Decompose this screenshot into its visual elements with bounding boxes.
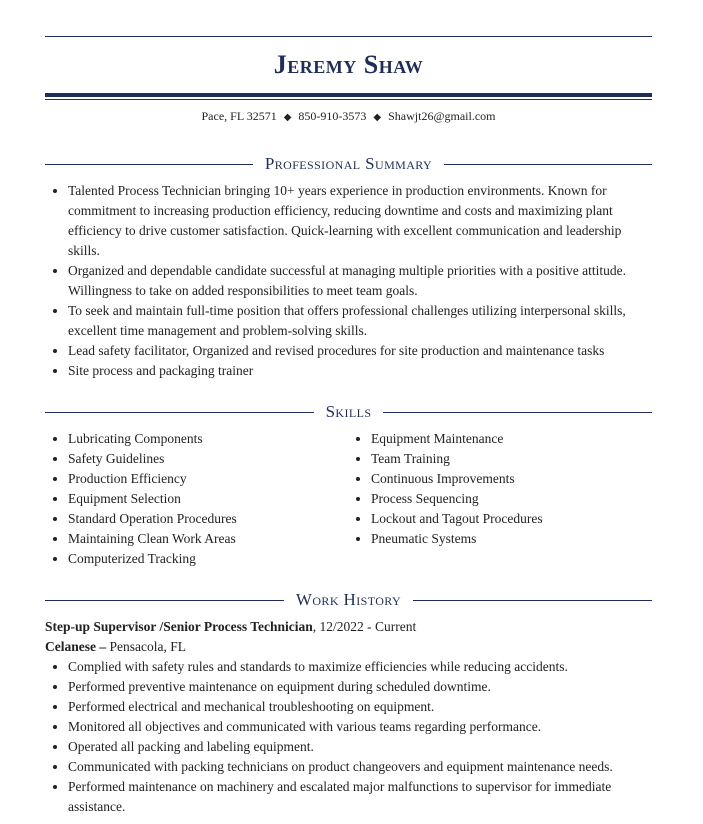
diamond-separator-icon: ◆	[283, 112, 292, 123]
duty-item: • Monitored all objectives and communicated with various teams regarding performance.	[68, 717, 652, 737]
skill-item: • Lockout and Tagout Procedures	[371, 509, 651, 529]
duty-item: • Communicated with packing technicians on product changeovers and equipment maintenance needs.	[68, 757, 652, 777]
skill-item: • Computerized Tracking	[68, 549, 348, 569]
skill-item: • Standard Operation Procedures	[68, 509, 348, 529]
skills-right-column	[348, 429, 651, 569]
candidate-name: Jeremy Shaw	[273, 50, 424, 79]
summary-list	[45, 181, 652, 381]
top-divider	[45, 36, 652, 37]
skill-item: • Process Sequencing	[371, 489, 651, 509]
skill-item: • Team Training	[371, 449, 651, 469]
skill-item: • Continuous Improvements	[371, 469, 651, 489]
contact-line	[45, 109, 652, 124]
skills-section	[45, 429, 652, 569]
company-name: Celanese –	[45, 639, 107, 654]
work-title: Work History	[295, 590, 402, 609]
contact-phone: 850-910-3573	[298, 109, 367, 123]
skills-left-list	[45, 429, 348, 569]
company-line	[45, 637, 652, 657]
duties-list	[45, 657, 652, 817]
duty-item: • Performed preventive maintenance on equipment during scheduled downtime.	[68, 677, 652, 697]
skill-item: • Lubricating Components	[68, 429, 348, 449]
skill-item: • Maintaining Clean Work Areas	[68, 529, 348, 549]
job-duties	[45, 657, 652, 817]
skill-item: • Production Efficiency	[68, 469, 348, 489]
duty-item: • Operated all packing and labeling equipment.	[68, 737, 652, 757]
duty-item: • Complied with safety rules and standards to maximize efficiencies while reducing accidents.	[68, 657, 652, 677]
summary-title: Professional Summary	[264, 154, 433, 173]
skills-heading	[45, 401, 652, 423]
summary-item: • Organized and dependable candidate successful at managing multiple priorities with a positive attitude. Willingness to take on added responsibilities to meet team goals.	[68, 261, 652, 301]
skills-right-list	[348, 429, 651, 549]
job-title: Step-up Supervisor /Senior Process Technician	[45, 619, 313, 634]
skill-item: • Equipment Maintenance	[371, 429, 651, 449]
skill-item: • Pneumatic Systems	[371, 529, 651, 549]
diamond-separator-icon: ◆	[373, 112, 382, 123]
summary-item: • Site process and packaging trainer	[68, 361, 652, 381]
summary-item: • Talented Process Technician bringing 10+ years experience in production environments. Known for commitment to increasing production efficiency, reducing downtime and costs and maximizing plant efficiency to drive customer satisfaction. Quick-learning with excellent communication and leadership skills.	[68, 181, 652, 261]
contact-email: Shawjt26@gmail.com	[388, 109, 496, 123]
skills-title: Skills	[325, 402, 372, 421]
summary-item: • Lead safety facilitator, Organized and revised procedures for site production and maintenance tasks	[68, 341, 652, 361]
company-location: Pensacola, FL	[106, 639, 186, 654]
name-double-divider	[45, 93, 652, 100]
skill-item: • Equipment Selection	[68, 489, 348, 509]
contact-location: Pace, FL 32571	[201, 109, 277, 123]
summary-section	[45, 181, 652, 381]
duty-item: • Performed maintenance on machinery and escalated major malfunctions to supervisor for immediate assistance.	[68, 777, 652, 817]
duty-item: • Performed electrical and mechanical troubleshooting on equipment.	[68, 697, 652, 717]
work-heading	[45, 589, 652, 611]
summary-item: • To seek and maintain full-time position that offers professional challenges utilizing interpersonal skills, excellent time management and problem-solving skills.	[68, 301, 652, 341]
skills-left-column	[45, 429, 348, 569]
summary-heading	[45, 153, 652, 175]
job-title-line	[45, 617, 652, 637]
skill-item: • Safety Guidelines	[68, 449, 348, 469]
job-dates: , 12/2022 - Current	[312, 619, 417, 634]
